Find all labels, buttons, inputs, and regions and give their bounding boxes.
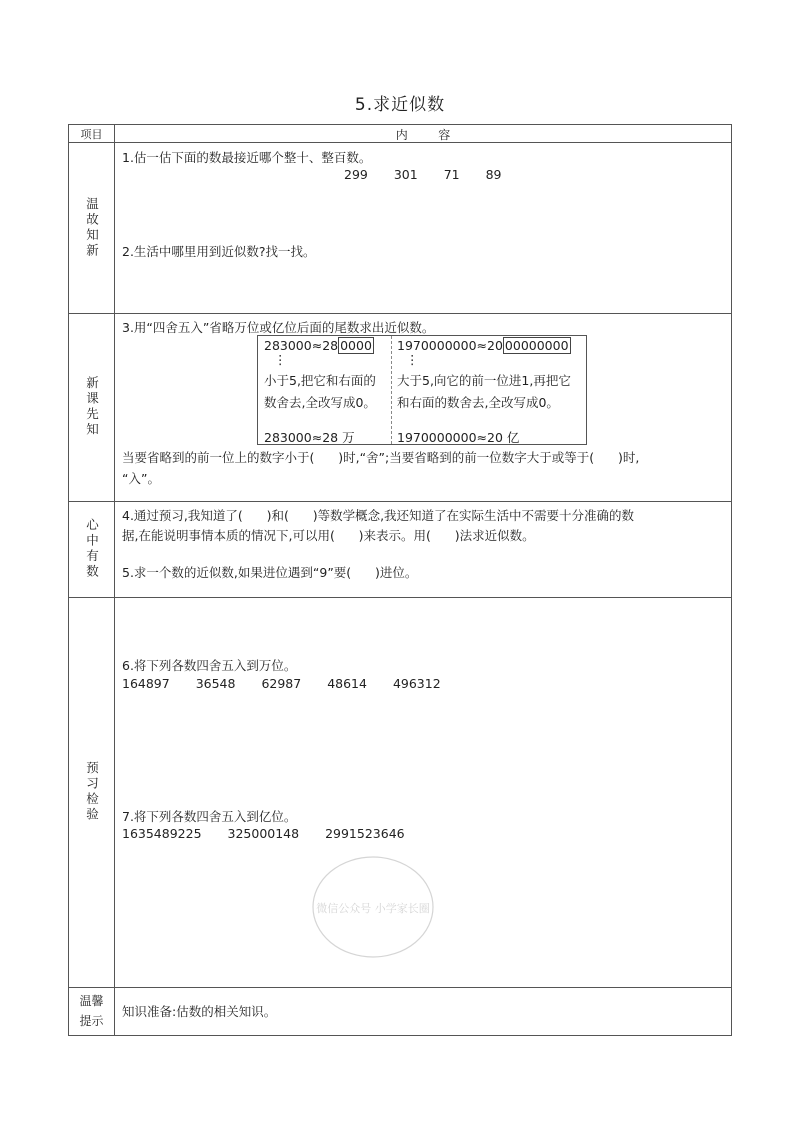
question-6-numbers: 164897 36548 62987 48614 496312 bbox=[122, 676, 441, 691]
question-7: 7.将下列各数四舍五入到亿位。 bbox=[122, 809, 297, 824]
example-box bbox=[257, 335, 587, 445]
example-left-top: 283000≈28 0000 bbox=[264, 338, 372, 353]
example-left-rule: 小于5,把它和右面的数舍去,全改写成0。 bbox=[264, 373, 376, 410]
watermark-stamp bbox=[308, 852, 438, 962]
header-content: 内 容 bbox=[395, 128, 451, 142]
section-label-tips: 温馨 提示 bbox=[79, 994, 104, 1028]
question-5: 5.求一个数的近似数,如果进位遇到“9”要( )进位。 bbox=[122, 565, 418, 580]
summary-line-2: “入”。 bbox=[122, 471, 160, 486]
question-2: 2.生活中哪里用到近似数?找一找。 bbox=[122, 244, 316, 259]
question-3: 3.用“四舍五入”省略万位或亿位后面的尾数求出近似数。 bbox=[122, 320, 435, 335]
svg-text:微信公众号 小学家长圈: 微信公众号 小学家长圈 bbox=[316, 902, 430, 915]
section-label-review: 温故知新 bbox=[84, 196, 100, 259]
example-left-result: 283000≈28 万 bbox=[264, 430, 355, 445]
row-divider bbox=[69, 313, 731, 314]
column-divider bbox=[114, 125, 115, 1035]
section-label-mind: 心中有数 bbox=[84, 518, 100, 580]
example-right-top: 1970000000≈20 00000000 bbox=[397, 338, 569, 353]
example-right-dots: ⋮ bbox=[406, 352, 419, 367]
page-title: 5.求近似数 bbox=[354, 95, 446, 115]
example-right-rule: 大于5,向它的前一位进1,再把它和右面的数舍去,全改写成0。 bbox=[397, 373, 571, 410]
section-label-preview: 新课先知 bbox=[84, 376, 100, 438]
question-7-numbers: 1635489225 325000148 2991523646 bbox=[122, 826, 405, 841]
tips-text: 知识准备:估数的相关知识。 bbox=[122, 1004, 277, 1019]
section-label-check: 预习检验 bbox=[84, 761, 100, 823]
question-1: 1.估一估下面的数最接近哪个整十、整百数。 bbox=[122, 150, 372, 165]
row-divider bbox=[69, 597, 731, 598]
summary-line-1: 当要省略到的前一位上的数字小于( )时,“舍”;当要省略到的前一位数字大于或等于( )时, bbox=[122, 450, 640, 465]
question-1-numbers: 299 301 71 89 bbox=[344, 167, 502, 182]
question-4-line-1: 4.通过预习,我知道了( )和( )等数学概念,我还知道了在实际生活中不需要十分准确的数 bbox=[122, 508, 635, 523]
example-right-result: 1970000000≈20 亿 bbox=[397, 430, 520, 445]
example-left-dots: ⋮ bbox=[274, 352, 287, 367]
question-4-line-2: 据,在能说明事情本质的情况下,可以用( )来表示。用( )法求近似数。 bbox=[122, 528, 535, 543]
question-6: 6.将下列各数四舍五入到万位。 bbox=[122, 658, 297, 673]
header-item: 项目 bbox=[80, 127, 103, 141]
row-divider bbox=[69, 501, 731, 502]
row-divider bbox=[69, 987, 731, 988]
